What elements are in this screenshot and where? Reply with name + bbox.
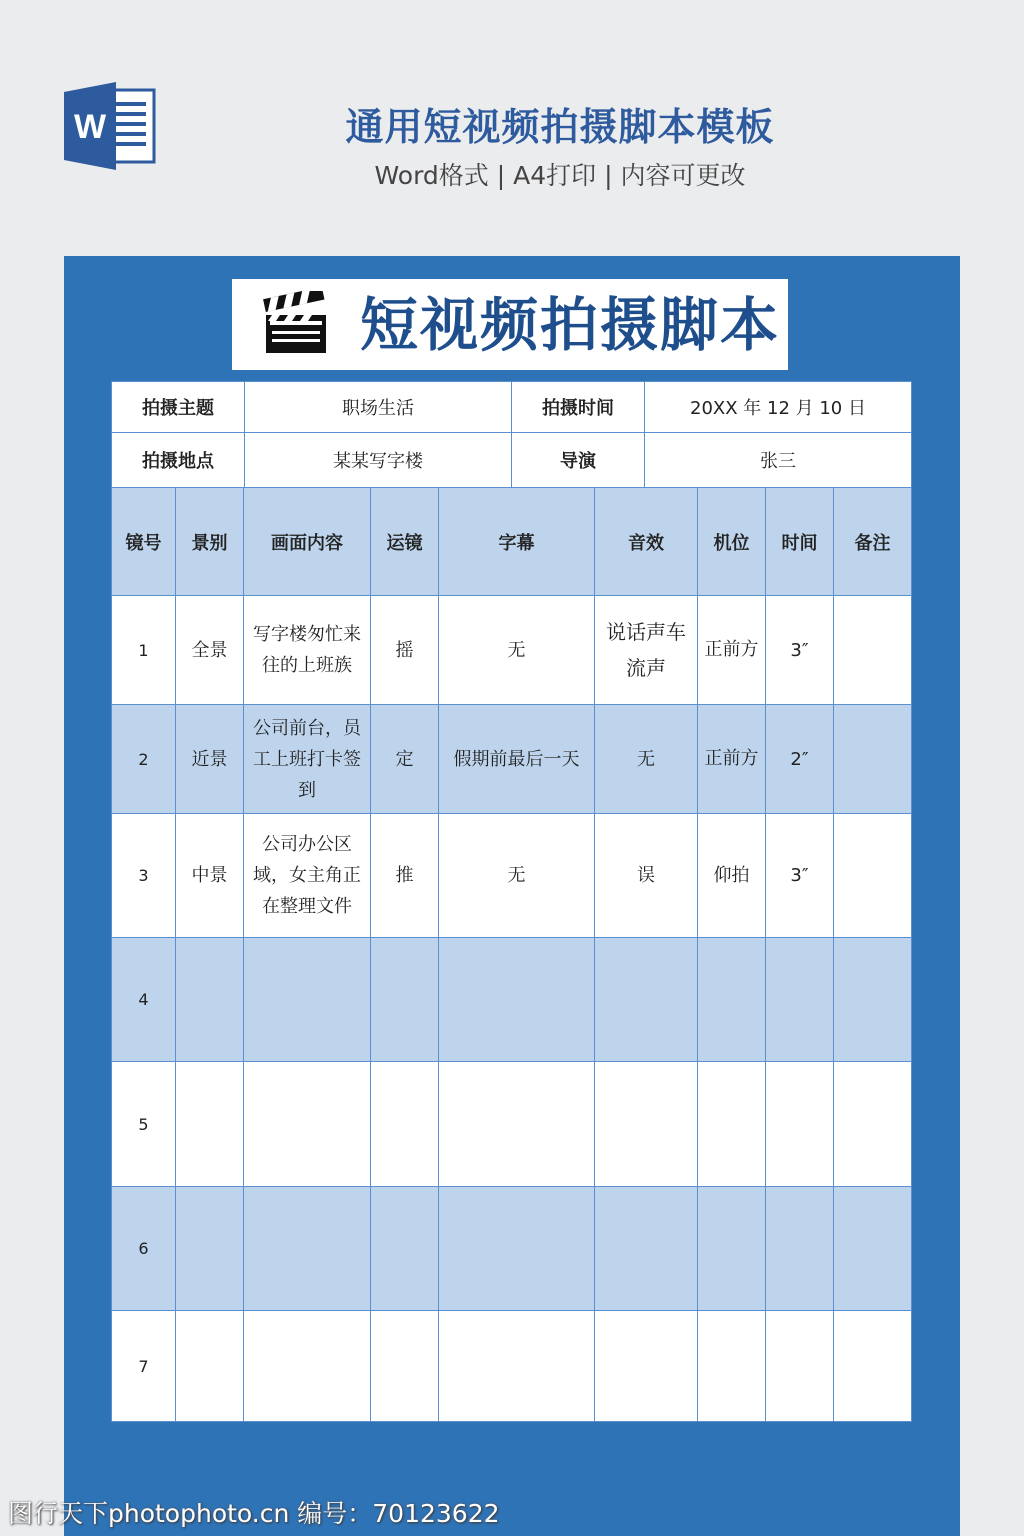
cell-camera-move bbox=[371, 1062, 439, 1187]
table-row bbox=[112, 1062, 912, 1187]
cell-camera-move bbox=[371, 1187, 439, 1311]
col-header-position: 机位 bbox=[698, 488, 766, 596]
cell-content bbox=[244, 1187, 371, 1311]
cell-content bbox=[244, 1062, 371, 1187]
cell-camera-move: 推 bbox=[371, 814, 439, 938]
cell-duration: 2″ bbox=[766, 705, 834, 814]
cell-content: 公司前台，员工上班打卡签到 bbox=[244, 705, 371, 814]
director-label: 导演 bbox=[512, 433, 645, 488]
theme-value: 职场生活 bbox=[245, 382, 512, 433]
cell-scale: 中景 bbox=[176, 814, 244, 938]
col-header-camera-move: 运镜 bbox=[371, 488, 439, 596]
info-row bbox=[112, 382, 912, 433]
cell-scale bbox=[176, 1311, 244, 1422]
cell-sound: 误 bbox=[595, 814, 698, 938]
director-value: 张三 bbox=[645, 433, 912, 488]
shot-table bbox=[111, 487, 912, 1422]
cell-subtitle bbox=[439, 1187, 595, 1311]
cell-sound bbox=[595, 1187, 698, 1311]
cell-content bbox=[244, 938, 371, 1062]
cell-shot-no: 7 bbox=[112, 1311, 176, 1422]
cell-duration: 3″ bbox=[766, 596, 834, 705]
cell-content: 写字楼匆忙来往的上班族 bbox=[244, 596, 371, 705]
time-value: 20XX 年 12 月 10 日 bbox=[645, 382, 912, 433]
col-header-duration: 时间 bbox=[766, 488, 834, 596]
cell-camera-move bbox=[371, 938, 439, 1062]
cell-subtitle: 无 bbox=[439, 596, 595, 705]
cell-sound bbox=[595, 938, 698, 1062]
cell-position bbox=[698, 1311, 766, 1422]
col-header-content: 画面内容 bbox=[244, 488, 371, 596]
cell-scale bbox=[176, 938, 244, 1062]
time-label: 拍摄时间 bbox=[512, 382, 645, 433]
cell-notes bbox=[834, 938, 912, 1062]
banner bbox=[232, 279, 788, 370]
table-row bbox=[112, 596, 912, 705]
cell-camera-move: 摇 bbox=[371, 596, 439, 705]
cell-notes bbox=[834, 814, 912, 938]
cell-position bbox=[698, 1187, 766, 1311]
cell-position bbox=[698, 1062, 766, 1187]
info-table bbox=[111, 381, 912, 488]
cell-duration bbox=[766, 1062, 834, 1187]
cell-duration bbox=[766, 938, 834, 1062]
table-row bbox=[112, 938, 912, 1062]
cell-scale: 近景 bbox=[176, 705, 244, 814]
col-header-scale: 景别 bbox=[176, 488, 244, 596]
cell-scale bbox=[176, 1062, 244, 1187]
table-row bbox=[112, 814, 912, 938]
cell-duration bbox=[766, 1187, 834, 1311]
cell-notes bbox=[834, 1187, 912, 1311]
cell-position bbox=[698, 938, 766, 1062]
cell-subtitle: 假期前最后一天 bbox=[439, 705, 595, 814]
cell-duration bbox=[766, 1311, 834, 1422]
cell-shot-no: 4 bbox=[112, 938, 176, 1062]
cell-shot-no: 6 bbox=[112, 1187, 176, 1311]
cell-shot-no: 3 bbox=[112, 814, 176, 938]
cell-scale bbox=[176, 1187, 244, 1311]
cell-sound: 无 bbox=[595, 705, 698, 814]
cell-sound bbox=[595, 1062, 698, 1187]
cell-position: 仰拍 bbox=[698, 814, 766, 938]
cell-subtitle bbox=[439, 1062, 595, 1187]
table-row bbox=[112, 705, 912, 814]
watermark: 图行天下photophoto.cn 编号：70123622 bbox=[8, 1499, 500, 1528]
theme-label: 拍摄主题 bbox=[112, 382, 245, 433]
location-value: 某某写字楼 bbox=[245, 433, 512, 488]
col-header-subtitle: 字幕 bbox=[439, 488, 595, 596]
col-header-shot-no: 镜号 bbox=[112, 488, 176, 596]
cell-subtitle: 无 bbox=[439, 814, 595, 938]
banner-title: 短视频拍摄脚本 bbox=[360, 291, 781, 359]
cell-notes bbox=[834, 1311, 912, 1422]
info-row bbox=[112, 433, 912, 488]
page-title: 通用短视频拍摄脚本模板 bbox=[345, 105, 775, 149]
cell-shot-no: 5 bbox=[112, 1062, 176, 1187]
col-header-notes: 备注 bbox=[834, 488, 912, 596]
cell-content bbox=[244, 1311, 371, 1422]
cell-notes bbox=[834, 1062, 912, 1187]
cell-duration: 3″ bbox=[766, 814, 834, 938]
cell-scale: 全景 bbox=[176, 596, 244, 705]
table-row bbox=[112, 1311, 912, 1422]
cell-notes bbox=[834, 596, 912, 705]
cell-position: 正前方 bbox=[698, 596, 766, 705]
table-row bbox=[112, 1187, 912, 1311]
word-document-icon bbox=[64, 82, 156, 170]
header-row bbox=[112, 488, 912, 596]
cell-subtitle bbox=[439, 938, 595, 1062]
cell-content: 公司办公区域，女主角正在整理文件 bbox=[244, 814, 371, 938]
cell-position: 正前方 bbox=[698, 705, 766, 814]
cell-notes bbox=[834, 705, 912, 814]
cell-sound bbox=[595, 1311, 698, 1422]
svg-text:W: W bbox=[73, 108, 107, 146]
cell-shot-no: 2 bbox=[112, 705, 176, 814]
cell-subtitle bbox=[439, 1311, 595, 1422]
cell-camera-move bbox=[371, 1311, 439, 1422]
clapperboard-icon bbox=[262, 291, 330, 355]
cell-camera-move: 定 bbox=[371, 705, 439, 814]
page-subtitle: Word格式 | A4打印 | 内容可更改 bbox=[374, 161, 746, 190]
col-header-sound: 音效 bbox=[595, 488, 698, 596]
cell-sound: 说话声车流声 bbox=[595, 596, 698, 705]
cell-shot-no: 1 bbox=[112, 596, 176, 705]
location-label: 拍摄地点 bbox=[112, 433, 245, 488]
